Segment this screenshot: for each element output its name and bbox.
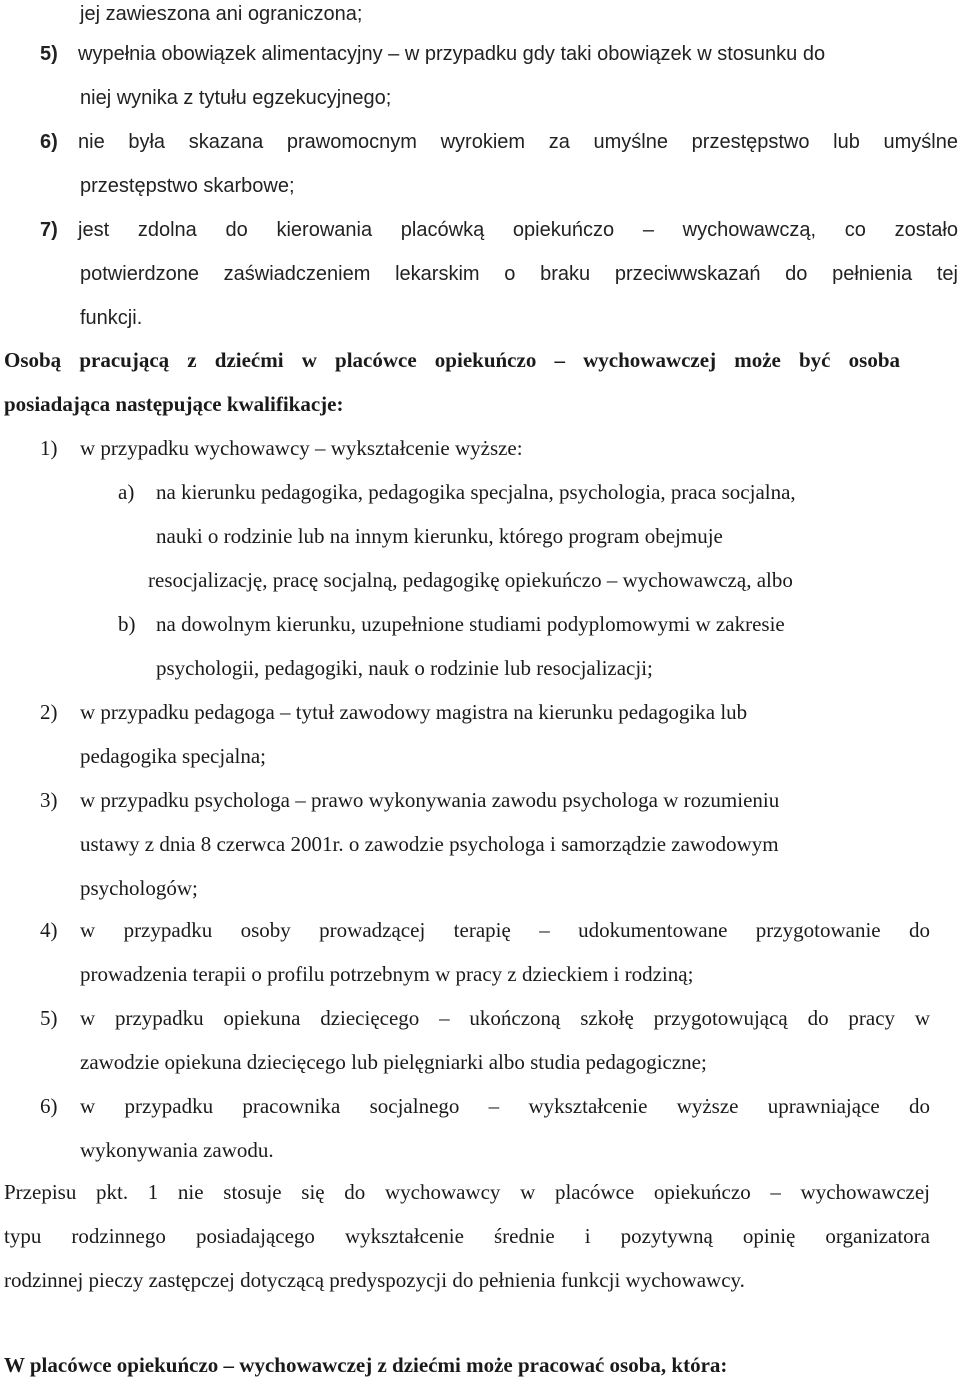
item-4-continuation: jej zawieszona ani ograniczona; xyxy=(80,3,363,25)
qualification-item-6-line2: wykonywania zawodu. xyxy=(80,1138,274,1162)
list-item-7-line2: potwierdzone zaświadczeniem lekarskim o braku przeciwwskazań do pełnienia tej xyxy=(80,263,958,285)
sub-item-b-line2: psychologii, pedagogiki, nauk o rodzinie lub resocjalizacji; xyxy=(156,656,653,680)
list-item-6-line2: przestępstwo skarbowe; xyxy=(80,175,295,197)
qualification-item-4-line2: prowadzenia terapii o profilu potrzebnym w pracy z dzieckiem i rodziną; xyxy=(80,962,694,986)
qualification-item-3-line1 xyxy=(40,790,779,811)
note-line2: typu rodzinnego posiadającego wykształcenie średnie i pozytywną opinię organizatora xyxy=(4,1224,930,1248)
item-text: w przypadku wychowawcy – wykształcenie wyższe: xyxy=(80,436,523,460)
qualification-item-2-line1 xyxy=(40,702,747,723)
item-text: w przypadku opiekuna dziecięcego – ukończoną szkołę przygotowującą do pracy w xyxy=(80,1006,930,1030)
qualification-item-3-line3: psychologów; xyxy=(80,876,198,900)
sub-item-a-line3: resocjalizację, pracę socjalną, pedagogikę opiekuńczo – wychowawczą, albo xyxy=(148,568,793,592)
item-number: 7) xyxy=(40,219,58,241)
sub-item-letter: b) xyxy=(118,612,136,636)
item-text: w przypadku psychologa – prawo wykonywania zawodu psychologa w rozumieniu xyxy=(80,788,780,812)
qualification-item-6-line1 xyxy=(40,1096,930,1117)
item-number: 5) xyxy=(40,43,58,65)
sub-item-text: na dowolnym kierunku, uzupełnione studiami podyplomowymi w zakresie xyxy=(156,612,785,636)
note-line1: Przepisu pkt. 1 nie stosuje się do wychowawcy w placówce opiekuńczo – wychowawczej xyxy=(4,1180,930,1204)
list-item-5-line1 xyxy=(40,44,958,64)
item-number: 6) xyxy=(40,1094,58,1118)
item-number: 4) xyxy=(40,918,58,942)
item-number: 2) xyxy=(40,700,58,724)
item-text: wypełnia obowiązek alimentacyjny – w przypadku gdy taki obowiązek w stosunku do xyxy=(78,43,826,65)
item-number: 3) xyxy=(40,788,58,812)
qualification-item-1 xyxy=(40,438,523,459)
list-item-7-line1 xyxy=(40,220,958,240)
item-number: 1) xyxy=(40,436,58,460)
item-text: w przypadku pedagoga – tytuł zawodowy magistra na kierunku pedagogika lub xyxy=(80,700,748,724)
item-number: 6) xyxy=(40,131,58,153)
list-item-7-line3: funkcji. xyxy=(80,307,143,329)
qualification-item-5-line1 xyxy=(40,1008,930,1029)
qualification-item-5-line2: zawodzie opiekuna dziecięcego lub pielęgniarki albo studia pedagogiczne; xyxy=(80,1050,707,1074)
sub-item-a-line1 xyxy=(118,482,796,503)
final-heading: W placówce opiekuńczo – wychowawczej z dziećmi może pracować osoba, która: xyxy=(4,1353,728,1377)
sub-item-letter: a) xyxy=(118,480,135,504)
qualification-item-3-line2: ustawy z dnia 8 czerwca 2001r. o zawodzie psychologa i samorządzie zawodowym xyxy=(80,832,779,856)
item-number: 5) xyxy=(40,1006,58,1030)
qualification-item-2-line2: pedagogika specjalna; xyxy=(80,744,267,768)
note-line3: rodzinnej pieczy zastępczej dotyczącą predyspozycji do pełnienia funkcji wychowawcy. xyxy=(4,1268,745,1292)
item-text: jest zdolna do kierowania placówką opiekuńczo – wychowawczą, co zostało xyxy=(78,219,958,241)
sub-item-a-line2: nauki o rodzinie lub na innym kierunku, którego program obejmuje xyxy=(156,524,723,548)
item-text: nie była skazana prawomocnym wyrokiem za umyślne przestępstwo lub umyślne xyxy=(78,131,958,153)
item-text: w przypadku pracownika socjalnego – wykształcenie wyższe uprawniające do xyxy=(80,1094,930,1118)
list-item-6-line1 xyxy=(40,132,958,152)
qualifications-heading-line2: posiadająca następujące kwalifikacje: xyxy=(4,392,344,416)
sub-item-text: na kierunku pedagogika, pedagogika specjalna, psychologia, praca socjalna, xyxy=(156,480,796,504)
qualification-item-4-line1 xyxy=(40,920,930,941)
qualifications-heading-line1: Osobą pracującą z dziećmi w placówce opiekuńczo – wychowawczej może być osoba xyxy=(4,348,900,372)
sub-item-b-line1 xyxy=(118,614,785,635)
item-text: w przypadku osoby prowadzącej terapię – udokumentowane przygotowanie do xyxy=(80,918,930,942)
list-item-5-line2: niej wynika z tytułu egzekucyjnego; xyxy=(80,87,392,109)
